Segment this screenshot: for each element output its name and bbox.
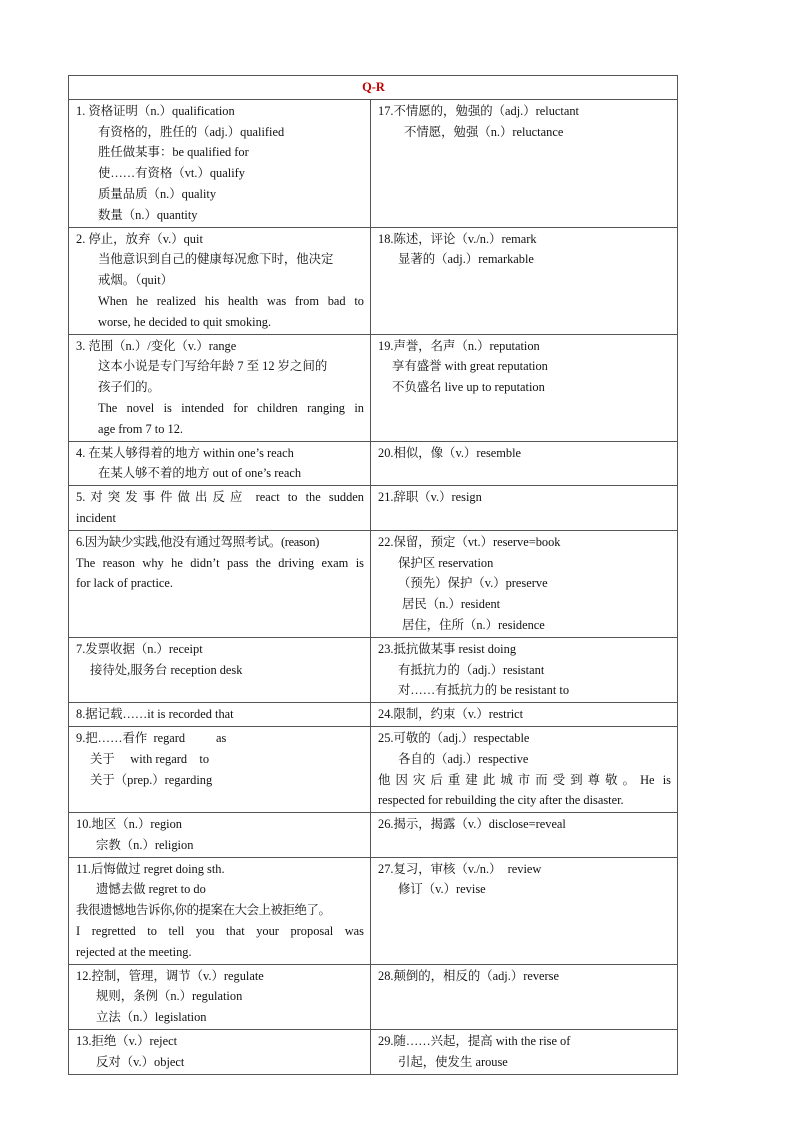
entry-line: 在某人够不着的地方 out of one’s reach [98, 466, 302, 481]
entry-line: 10.地区（n.）region [76, 817, 182, 832]
entry-line: 23.抵抗做某事 resist doing [378, 641, 517, 656]
table-row [69, 486, 678, 531]
entry-line: 接待处,服务台 reception desk [90, 662, 243, 677]
entry-cell-right [371, 334, 678, 441]
entry-line: 我很遗憾地告诉你,你的提案在大会上被拒绝了。 [76, 903, 331, 918]
entry-cell-right [371, 99, 678, 227]
entry-line: 8.据记载……it is recorded that [76, 707, 234, 722]
table-row [69, 441, 678, 486]
entry-line: When he realized his health was from bad to [98, 293, 364, 308]
entry-line: 17.不情愿的，勉强的（adj.）reluctant [378, 103, 579, 118]
entry-line: respected for rebuilding the city after the disaster. [378, 793, 624, 808]
entry-line: rejected at the meeting. [76, 944, 192, 959]
entry-cell-right [371, 703, 678, 727]
table-row [69, 964, 678, 1029]
entry-cell-right [371, 1030, 678, 1075]
entry-cell-left [69, 530, 371, 637]
entry-line: 遗憾去做 regret to do [96, 882, 206, 897]
entry-line: 19.声誉，名声（n.）reputation [378, 338, 540, 353]
table-row [69, 857, 678, 964]
entry-line: 5.对突发事件做出反应 react to the sudden [76, 490, 364, 505]
entry-line: The novel is intended for children ranging in [98, 400, 364, 415]
entry-cell-left [69, 334, 371, 441]
table-row [69, 703, 678, 727]
table-row [69, 334, 678, 441]
entry-line: 4. 在某人够得着的地方 within one’s reach [76, 445, 294, 460]
entry-line: 孩子们的。 [98, 380, 160, 395]
entry-line: 引起，使发生 arouse [398, 1054, 508, 1069]
entry-line: 数量（n.）quantity [98, 207, 198, 222]
entry-cell-right [371, 530, 678, 637]
entry-line: 13.拒绝（v.）reject [76, 1034, 178, 1049]
entry-line: 立法（n.）legislation [96, 1010, 207, 1025]
entry-cell-left [69, 227, 371, 334]
entry-line: 18.陈述，评论（v./n.）remark [378, 231, 537, 246]
entry-line: 保护区 reservation [398, 555, 494, 570]
entry-cell-left [69, 99, 371, 227]
entry-cell-left [69, 703, 371, 727]
entry-cell-right [371, 441, 678, 486]
entry-line [76, 594, 364, 615]
entry-line: 1. 资格证明（n.）qualification [76, 103, 235, 118]
entry-line: 26.揭示，揭露（v.）disclose=reveal [378, 817, 566, 832]
entry-cell-right [371, 857, 678, 964]
entry-line: 反对（v.）object [96, 1054, 185, 1069]
entry-line: 规则，条例（n.）regulation [96, 989, 243, 1004]
entry-line: 25.可敬的（adj.）respectable [378, 730, 530, 745]
entry-line: 关于（prep.）regarding [90, 772, 213, 787]
entry-line: 21.辞职（v.）resign [378, 490, 482, 505]
entry-line: 对……有抵抗力的 be resistant to [398, 683, 570, 698]
entry-line: incident [76, 510, 116, 525]
entry-line: 11.后悔做过 regret doing sth. [76, 861, 225, 876]
entry-line: age from 7 to 12. [98, 421, 183, 436]
entry-line: 宗教（n.）religion [96, 837, 194, 852]
entry-line: 当他意识到自己的健康每况愈下时，他决定 [98, 252, 334, 267]
entry-line: 6.因为缺少实践,他没有通过驾照考试。(reason) [76, 534, 320, 549]
entry-line: 20.相似，像（v.）resemble [378, 445, 522, 460]
entry-cell-right [371, 486, 678, 531]
title-row [69, 76, 678, 100]
table-row [69, 726, 678, 812]
entry-line: 29.随……兴起，提高 with the rise of [378, 1034, 571, 1049]
entry-line [76, 790, 364, 811]
entry-line: 各自的（adj.）respective [398, 751, 529, 766]
entry-line: 胜任做某事：be qualified for [98, 145, 249, 160]
entry-line: 不情愿，勉强（n.）reluctance [404, 124, 564, 139]
entry-line: 24.限制，约束（v.）restrict [378, 707, 524, 722]
entry-line: 9.把……看作 regard as [76, 730, 227, 745]
entry-line: 2. 停止，放弃（v.）quit [76, 231, 203, 246]
entry-line: 3. 范围（n.）/变化（v.）range [76, 338, 237, 353]
entry-line: 有抵抗力的（adj.）resistant [398, 662, 545, 677]
entry-line: 质量品质（n.）quality [98, 186, 217, 201]
entry-line [76, 680, 364, 701]
entry-line: worse, he decided to quit smoking. [98, 314, 272, 329]
entry-line: 有资格的，胜任的（adj.）qualified [98, 124, 285, 139]
entry-line: 28.颠倒的，相反的（adj.）reverse [378, 968, 560, 983]
entry-line: for lack of practice. [76, 576, 174, 591]
entry-line: 居民（n.）resident [402, 597, 501, 612]
entry-cell-left [69, 857, 371, 964]
entry-cell-left [69, 726, 371, 812]
entry-line: 显著的（adj.）remarkable [398, 252, 534, 267]
entry-cell-left [69, 637, 371, 702]
table-title: Q-R [69, 76, 678, 100]
entry-line: 22.保留，预定（vt.）reserve=book [378, 534, 561, 549]
entry-line: 戒烟。（quit） [98, 273, 174, 288]
entry-line: 不负盛名 live up to reputation [392, 380, 545, 395]
entry-line: 他因灾后重建此城市而受到尊敬。He is [378, 772, 671, 787]
table-row [69, 227, 678, 334]
entry-line: 享有盛誉 with great reputation [392, 359, 548, 374]
vocabulary-table [68, 75, 678, 1075]
table-row [69, 637, 678, 702]
table-row [69, 99, 678, 227]
table-row [69, 1030, 678, 1075]
entry-cell-left [69, 486, 371, 531]
entry-cell-right [371, 227, 678, 334]
entry-line: 这本小说是专门写给年龄 7 至 12 岁之间的 [98, 359, 328, 374]
entry-cell-right [371, 726, 678, 812]
entry-cell-right [371, 964, 678, 1029]
table-row [69, 813, 678, 858]
entry-cell-right [371, 813, 678, 858]
entry-cell-left [69, 1030, 371, 1075]
entry-cell-right [371, 637, 678, 702]
entry-cell-left [69, 441, 371, 486]
entry-cell-left [69, 813, 371, 858]
entry-cell-left [69, 964, 371, 1029]
table-row [69, 530, 678, 637]
entry-line: 12.控制，管理，调节（v.）regulate [76, 968, 264, 983]
entry-line: 使……有资格（vt.）qualify [98, 166, 245, 181]
entry-line: 修订（v.）revise [398, 882, 486, 897]
entry-line: 27.复习，审核（v./n.） review [378, 861, 542, 876]
entry-line: 关于 with regard to [90, 751, 210, 766]
entry-line: 7.发票收据（n.）receipt [76, 641, 203, 656]
entry-line: （预先）保护（v.）preserve [398, 576, 548, 591]
entry-line: I regretted to tell you that your proposal was [76, 924, 364, 939]
entry-line: The reason why he didn’t pass the driving exam is [76, 555, 364, 570]
entry-line: 居住，住所（n.）residence [402, 617, 545, 632]
